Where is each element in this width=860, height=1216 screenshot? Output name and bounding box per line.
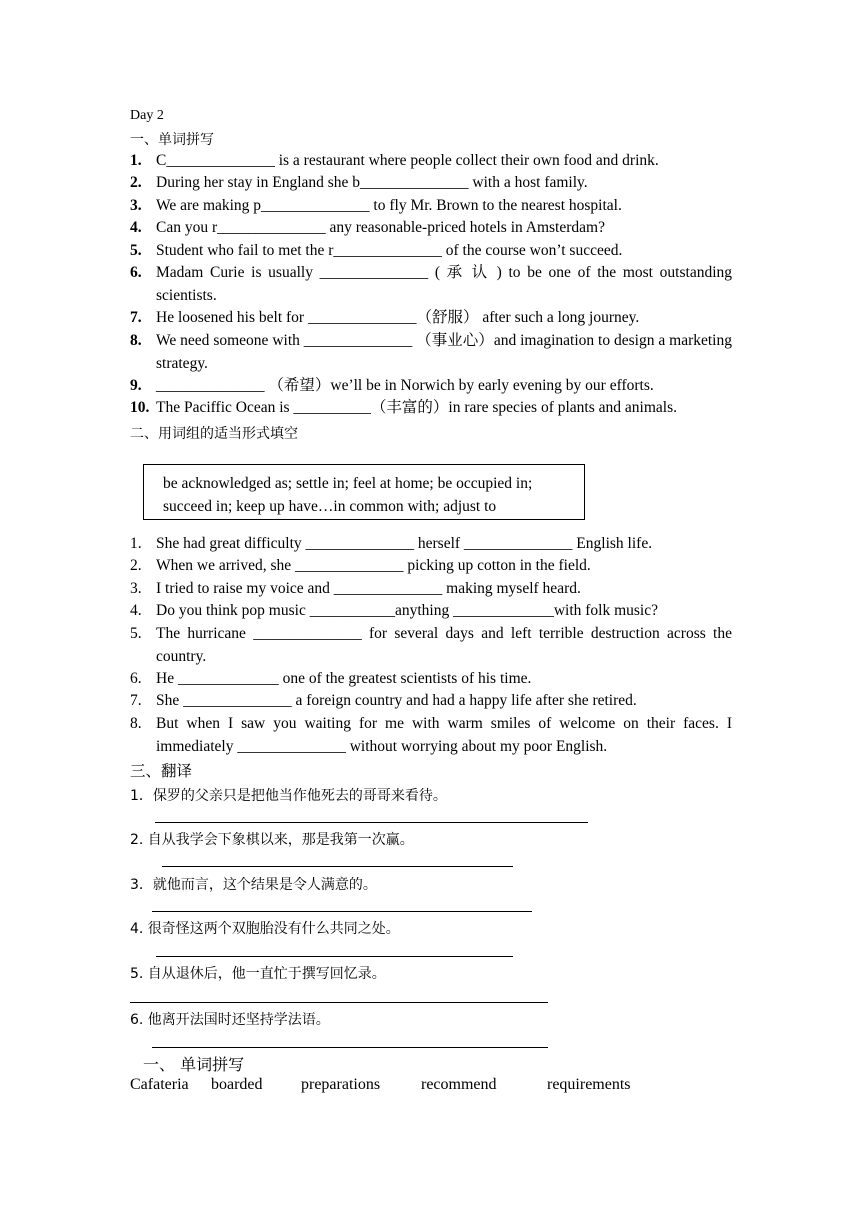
answer-line [155, 822, 588, 823]
section1-item: 5. Student who fail to met the r______________ of the course won’t succeed. [130, 242, 623, 259]
section1-item: 9. ______________ （希望）we’ll be in Norwich by early evening by our efforts. [130, 377, 654, 394]
answers-title: 一、 单词拼写 [143, 1055, 245, 1074]
answer-word: recommend [421, 1076, 497, 1093]
answer-line [130, 1002, 548, 1003]
section1-item: 8. We need someone with ______________ （事业心）and imagination to design a marketing strategy. [130, 332, 732, 372]
section2-item: 1. She had great difficulty ______________ herself ______________ English life. [130, 535, 653, 552]
section1-item: 3. We are making p______________ to fly Mr. Brown to the nearest hospital. [130, 197, 622, 214]
translation-item: 1．保罗的父亲只是把他当作他死去的哥哥来看待。 [130, 788, 447, 804]
section1-item: 4. Can you r______________ any reasonable-priced hotels in Amsterdam? [130, 219, 605, 236]
answer-line [152, 1047, 548, 1048]
section1-item: 10. The Paciffic Ocean is __________（丰富的）in rare species of plants and animals. [130, 399, 677, 416]
answer-line [162, 866, 513, 867]
section2-item: 5. The hurricane ______________ for several days and left terrible destruction across the country. [130, 625, 732, 665]
translation-item: 6. 他离开法国时还坚持学法语。 [130, 1012, 330, 1028]
translation-item: 3．就他而言，这个结果是令人满意的。 [130, 877, 377, 893]
phrase-box-line: succeed in; keep up have…in common with; adjust to [163, 498, 497, 515]
section3-title: 三、翻译 [130, 762, 193, 780]
section2-item: 8. But when I saw you waiting for me with warm smiles of welcome on their faces. I immediately ______________ without worrying about my poor English. [130, 715, 732, 755]
translation-item: 5. 自从退休后，他一直忙于撰写回忆录。 [130, 966, 386, 982]
day-label: Day 2 [130, 108, 164, 123]
section1-title: 一、单词拼写 [130, 132, 214, 148]
translation-item: 2. 自从我学会下象棋以来，那是我第一次赢。 [130, 832, 414, 848]
answer-word: preparations [301, 1076, 381, 1093]
section1-item: 6. Madam Curie is usually ______________ ( 承 认 ) to be one of the most outstanding scientists. [130, 264, 732, 304]
answer-line [152, 911, 532, 912]
section2-item: 4. Do you think pop music ___________anything _____________with folk music? [130, 602, 659, 619]
section2-item: 7. She ______________ a foreign country and had a happy life after she retired. [130, 692, 637, 709]
section2-item: 2. When we arrived, she ______________ picking up cotton in the field. [130, 557, 591, 574]
section2-item: 6. He _____________ one of the greatest scientists of his time. [130, 670, 532, 687]
answer-line [156, 956, 513, 957]
answer-word: boarded [211, 1076, 263, 1093]
phrase-box-line: be acknowledged as; settle in; feel at home; be occupied in; [163, 475, 533, 492]
section1-item: 2. During her stay in England she b______________ with a host family. [130, 174, 588, 191]
answer-word: requirements [547, 1076, 631, 1093]
section2-item: 3. I tried to raise my voice and ______________ making myself heard. [130, 580, 581, 597]
phrase-box [143, 464, 585, 520]
section1-item: 7. He loosened his belt for ______________（舒服） after such a long journey. [130, 309, 640, 326]
section1-item: 1. C______________ is a restaurant where people collect their own food and drink. [130, 152, 659, 169]
translation-item: 4. 很奇怪这两个双胞胎没有什么共同之处。 [130, 921, 400, 937]
section2-title: 二、用词组的适当形式填空 [130, 426, 298, 442]
answer-word: Cafateria [130, 1076, 189, 1093]
